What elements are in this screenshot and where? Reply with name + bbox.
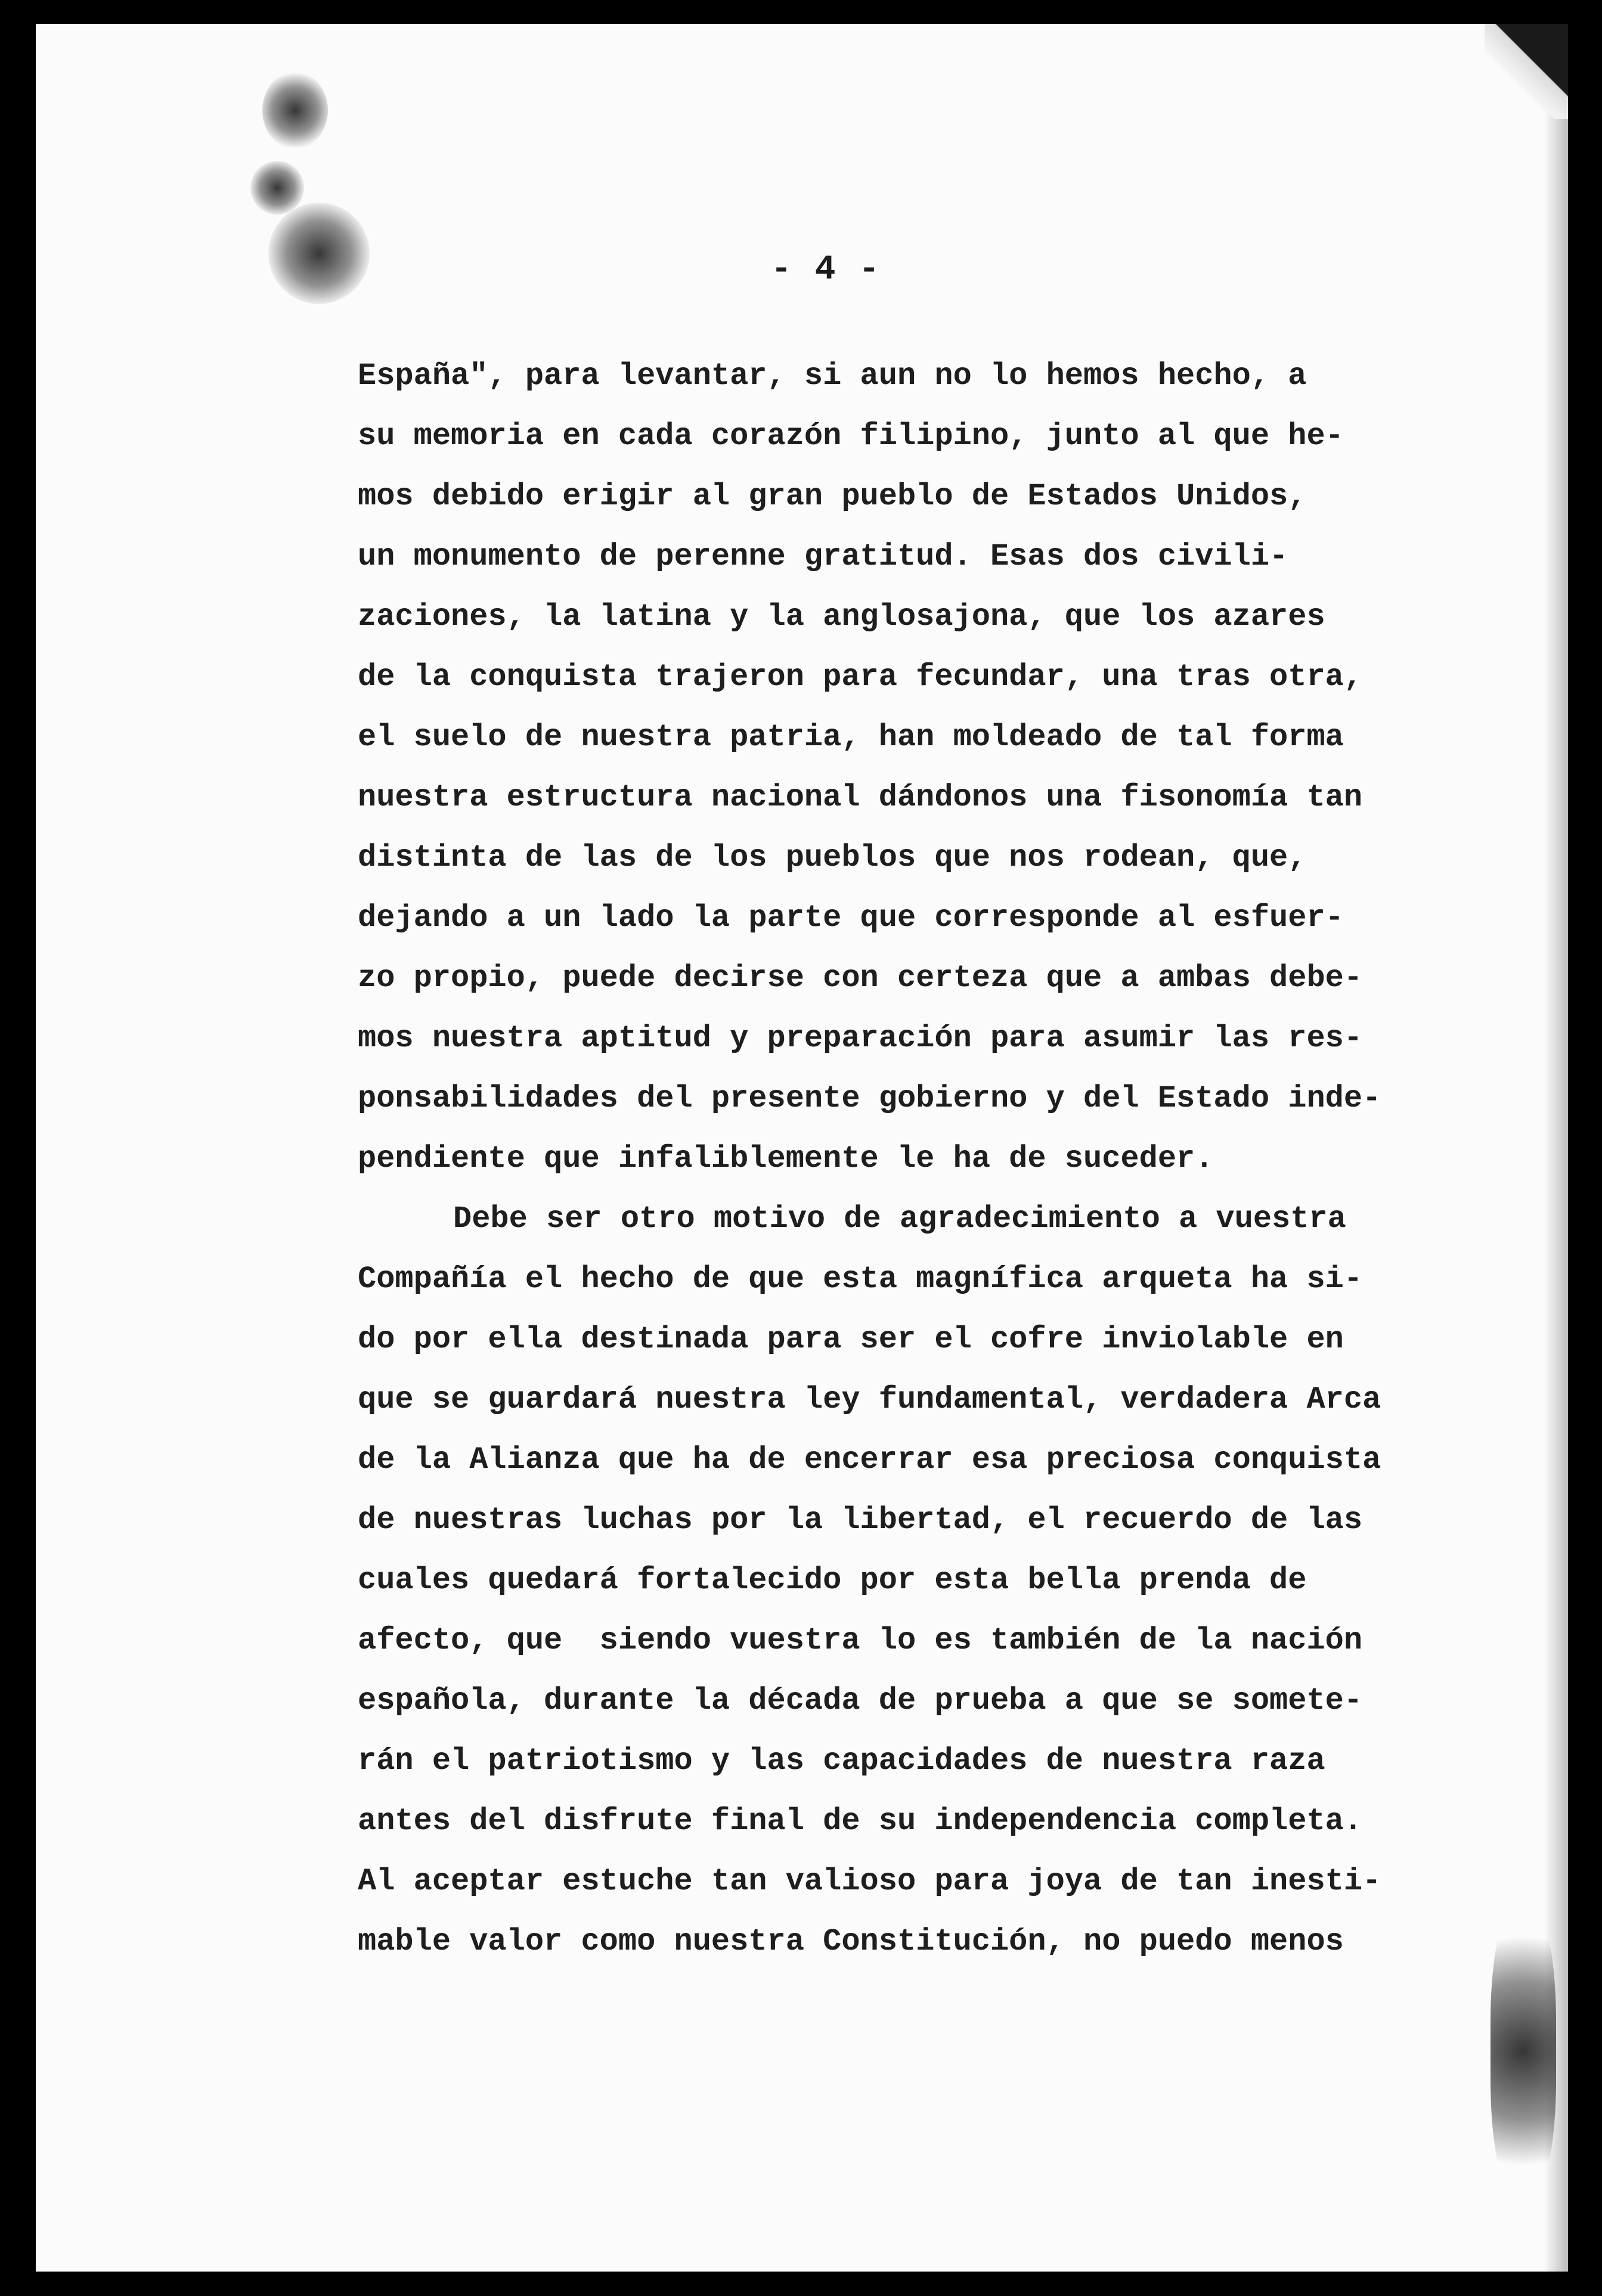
text-line: España", para levantar, si aun no lo hemos hecho, a: [358, 358, 1307, 393]
text-line: distinta de las de los pueblos que nos rodean, que,: [358, 840, 1307, 875]
text-line: ponsabilidades del presente gobierno y del Estado inde-: [358, 1081, 1381, 1116]
ink-smudge: [250, 161, 304, 215]
ink-smudge: [262, 72, 328, 149]
folded-corner: [1485, 24, 1568, 119]
text-line: mos nuestra aptitud y preparación para asumir las res-: [358, 1021, 1363, 1056]
text-line: afecto, que siendo vuestra lo es también de la nación: [358, 1623, 1363, 1658]
text-line: Al aceptar estuche tan valioso para joya de tan inesti-: [358, 1864, 1381, 1899]
text-line: rán el patriotismo y las capacidades de nuestra raza: [358, 1743, 1325, 1778]
page-number: - 4 -: [770, 250, 881, 289]
text-line: zo propio, puede decirse con certeza que a ambas debe-: [358, 960, 1363, 996]
text-line: española, durante la década de prueba a que se somete-: [358, 1683, 1363, 1718]
text-line: do por ella destinada para ser el cofre inviolable en: [358, 1322, 1344, 1357]
body-text: [358, 346, 1431, 1972]
text-line: de la conquista trajeron para fecundar, una tras otra,: [358, 659, 1363, 695]
text-line: cuales quedará fortalecido por esta bella prenda de: [358, 1563, 1307, 1598]
paragraph-start-line: Debe ser otro motivo de agradecimiento a vuestra: [453, 1201, 1346, 1237]
document-page: [36, 24, 1568, 2272]
ink-smudge: [1491, 1902, 1556, 2200]
text-line: zaciones, la latina y la anglosajona, que los azares: [358, 599, 1325, 634]
text-line: de la Alianza que ha de encerrar esa preciosa conquista: [358, 1442, 1381, 1477]
text-line: su memoria en cada corazón filipino, junto al que he-: [358, 419, 1344, 454]
text-line: nuestra estructura nacional dándonos una fisonomía tan: [358, 780, 1363, 815]
text-line: el suelo de nuestra patria, han moldeado de tal forma: [358, 720, 1344, 755]
text-line: antes del disfrute final de su independencia completa.: [358, 1804, 1363, 1839]
text-line: pendiente que infaliblemente le ha de suceder.: [358, 1141, 1214, 1176]
text-line: mable valor como nuestra Constitución, no puedo menos: [358, 1924, 1344, 1959]
text-line: un monumento de perenne gratitud. Esas dos civili-: [358, 539, 1288, 574]
text-line: Compañía el hecho de que esta magnífica arqueta ha si-: [358, 1262, 1363, 1297]
text-line: dejando a un lado la parte que corresponde al esfuer-: [358, 900, 1344, 935]
text-line: mos debido erigir al gran pueblo de Estados Unidos,: [358, 479, 1307, 514]
text-line: de nuestras luchas por la libertad, el recuerdo de las: [358, 1502, 1363, 1538]
text-line: que se guardará nuestra ley fundamental, verdadera Arca: [358, 1382, 1381, 1417]
